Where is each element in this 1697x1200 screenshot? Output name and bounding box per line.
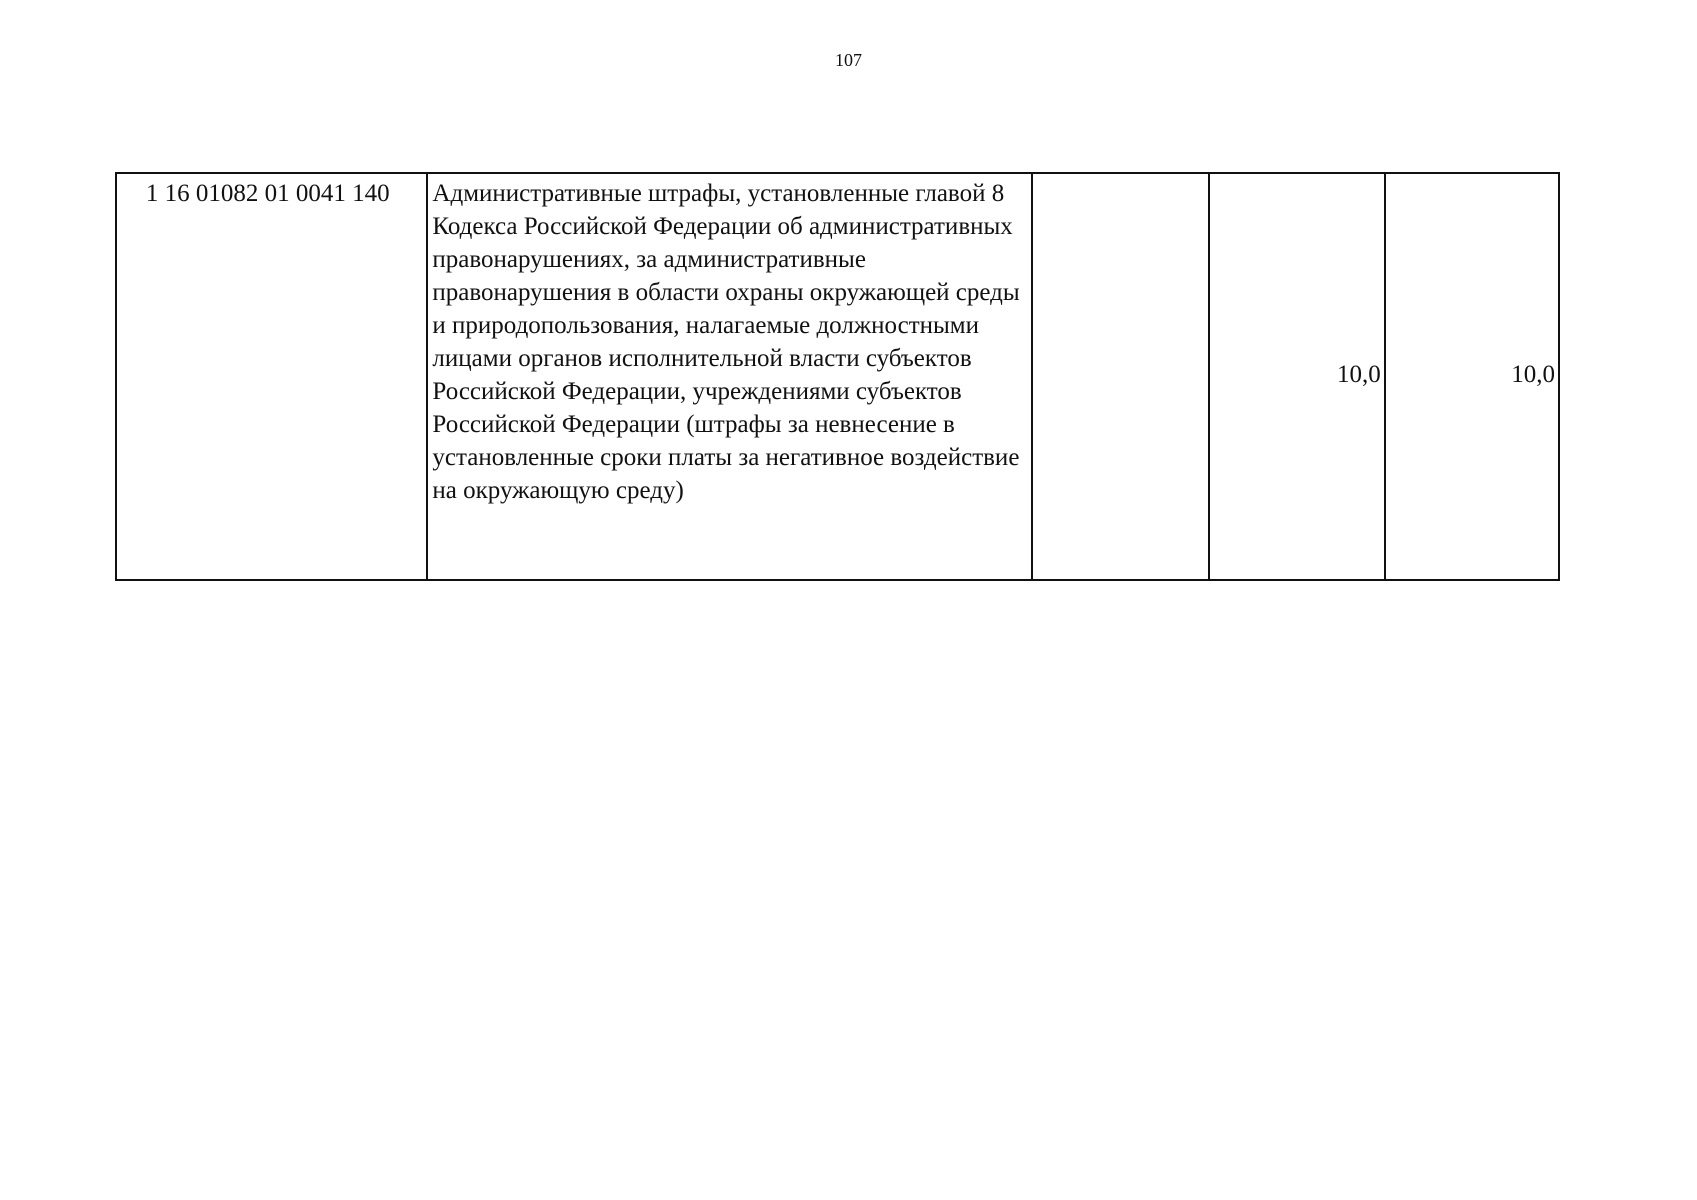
value-2-text: 10,0	[1511, 361, 1555, 388]
budget-table	[115, 172, 1560, 581]
cell-budget-code	[116, 173, 427, 580]
budget-code-text: 1 16 01082 01 0041 140	[145, 180, 390, 207]
cell-value-2	[1385, 173, 1559, 580]
cell-empty	[1032, 173, 1209, 580]
value-1-text: 10,0	[1336, 361, 1381, 388]
cell-value-1	[1209, 173, 1384, 580]
table-row	[116, 173, 1559, 580]
cell-revenue-name: Административные штрафы, установленные главой 8 Кодекса Российской Федерации об административных правонарушениях, за административные правонарушения в области охраны окружающей среды и природопользования, налагаемые должностными лицами органов исполнительной власти субъектов Российской Федерации, учреждениями субъектов Российской Федерации (штрафы за невнесение в установленные сроки платы за негативное воздействие на окружающую среду)	[427, 173, 1032, 580]
page-number: 107	[835, 50, 862, 70]
